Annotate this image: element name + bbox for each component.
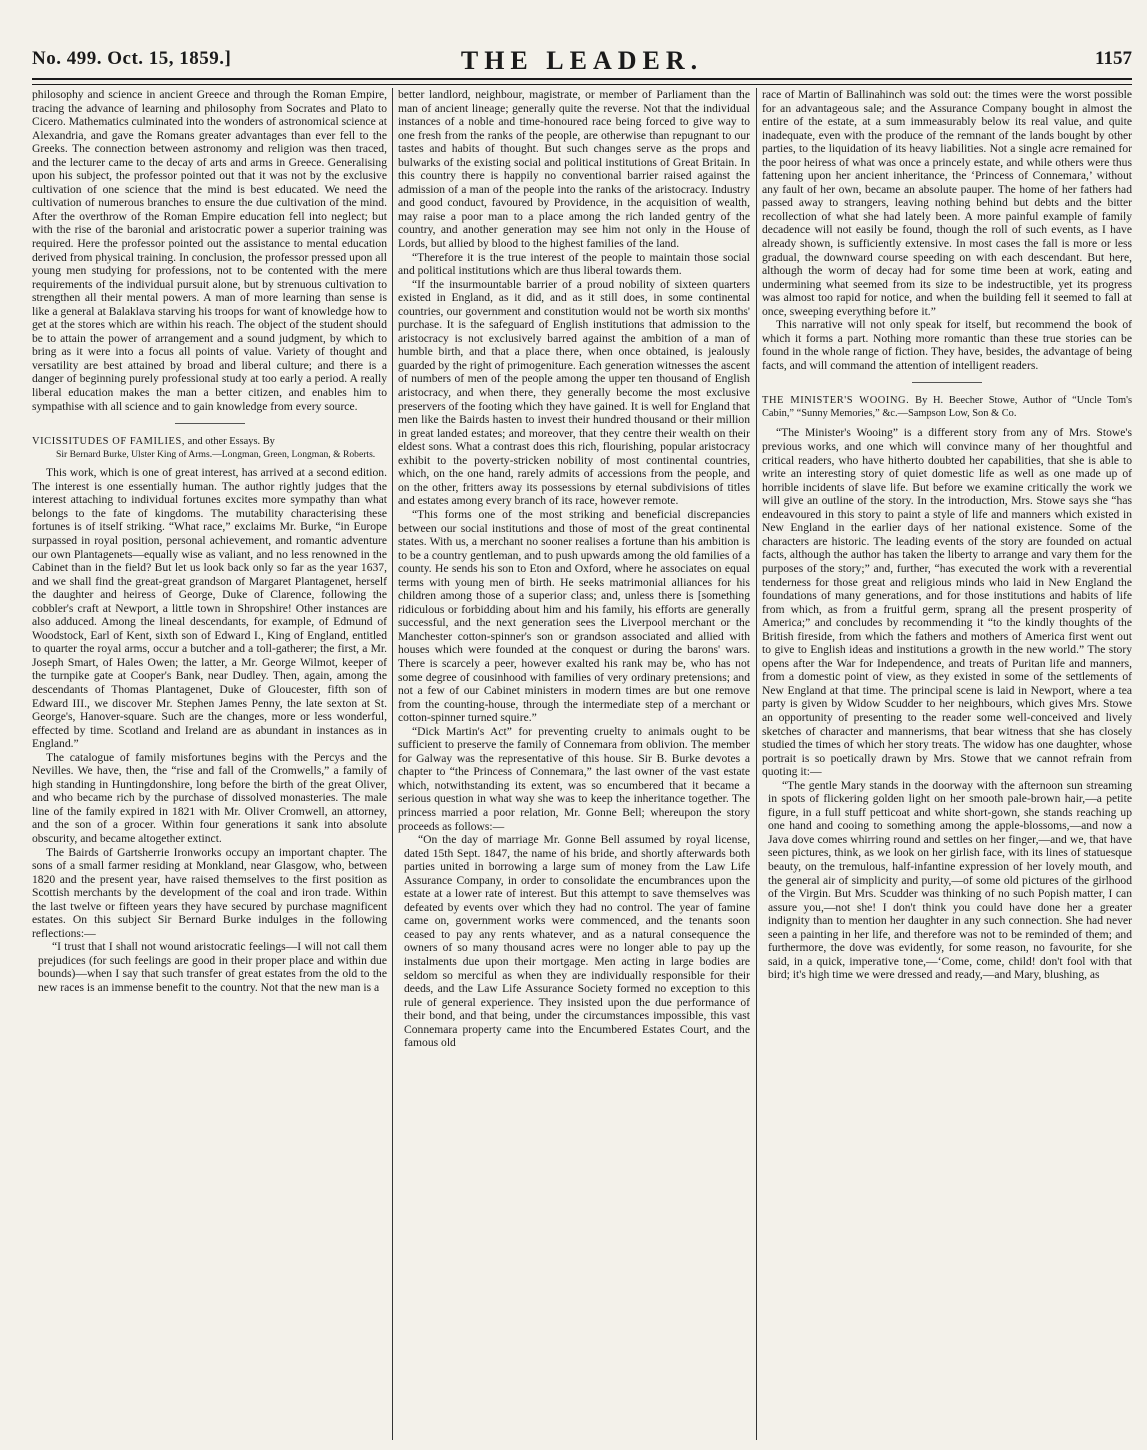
paragraph: This work, which is one of great interest, has arrived at a second edition. The interest is one essentially human. The author rightly judges that the interest attaching to individual fortunes excites more sympathy than what belongs to the fate of kingdoms. The mutability characterising these fortunes is of itself striking. “What race,” exclaims Mr. Burke, “in Europe surpassed in royal position, personal achievement, and romantic adventure our own Plantagenets—equally wise as valiant, and no less renowned in the Cabinet than in the field? But let us look back only so far as the year 1637, and we shall find the great-great grandson of Margaret Plantagenet, herself the daughter and heiress of George, Duke of Clarence, following the cobbler's craft at Newport, a little town in Shropshire! Other instances are also adduced. Among the lineal descendants, for example, of Edmund of Woodstock, Earl of Kent, sixth son of Edward I., King of England, entitled to quarter the royal arms, occur a butcher and a toll-gatherer; the first, a Mr. Joseph Smart, of Hales Owen; the latter, a Mr. George Wilmot, keeper of the turnpike gate at Cooper's Bank, near Dudley. Then, again, among the descendants of Thomas Plantagenet, Duke of Gloucester, fifth son of Edward III., we discover Mr. Stephen James Penny, the late sexton at St. George's, Hanover-square. Such are the changes, more or less wonderful, effected by time. Scotland and Ireland are as abundant in instances as in England.” [32, 466, 387, 751]
review-title-rest: By H. Beecher Stowe, Author of “Uncle Tom's Cabin,” “Sunny Memories,” &c.—Sampson Low, Son & Co. [762, 395, 1132, 419]
quotation: “I trust that I shall not wound aristocratic feelings—I will not call them prejudices (for such feelings are good in their proper place and within due bounds)—when I say that such transfer of great estates from the old to the new races is an immense benefit to the country. Not that the new man is a [38, 940, 387, 994]
column-1 [32, 88, 387, 1440]
review-title: THE MINISTER'S WOOING. [762, 395, 910, 407]
section-rule [175, 423, 245, 424]
paragraph: philosophy and science in ancient Greece and through the Roman Empire, tracing the advance of learning and philosophy from Socrates and Plato to Cicero. Mathematics culminated into the wonders of astronomical science at Alexandria, and gave the Romans greater advantages than ever fell to the Greeks. The connection between astronomy and religion was then traced, and the lecturer came to the decay of arts and arms in Greece. Generalising upon his subject, the professor pointed out that it was not by the exclusive cultivation of one science that the mind is best educated. We need the cultivation of numerous branches to ensure the due cultivation of the mind. After the overthrow of the Roman Empire education fell into neglect; but with the rise of the baronial and aristocratic power a superior training was required. Here the professor pointed out the assistance to mental education derived from physical training. In conclusion, the professor pressed upon all young men studying for professions, not to be contented with the mere requirements of the individual pursuit alone, but by strenuous cultivation to strengthen all their mental powers. A man of more learning than sense is like a general at Balaklava starving his troops for want of knowledge how to get at the stores which are within his reach. The object of the student should be to attain the power of arrangement and a sound judgment, by which to bring as it were into a focus all points of value. Variety of thought and versatility are best attained by broad and liberal culture; and there is a danger of beginning purely professional study at too early a period. A really liberal education makes the man a better citizen, and enables him to sympathise with all science and to gain knowledge from every source. [32, 88, 387, 413]
quotation: “On the day of marriage Mr. Gonne Bell assumed by royal license, dated 15th Sept. 1847, the name of his bride, and shortly afterwards both parties united in borrowing a large sum of money from the Law Life Assurance Company, in order to consolidate the encumbrances upon the estate at a lower rate of interest. But this attempt to save themselves was defeated by events over which they had no control. The year of famine came on, government works were commenced, and the tenants soon ceased to pay any rents whatever, and as a natural consequence the owners of so many thousand acres were no longer able to pay up the instalments due upon their mortgage. Men acting in large bodies are seldom so merciful as when they are individually responsible for their deeds, and the Law Life Assurance Society formed no exception to this rule of general experience. They insisted upon the due performance of their bond, and that being, under the circumstances impossible, this vast Connemara property came into the Encumbered Estates Court, and the famous old [404, 833, 750, 1050]
paragraph: The Bairds of Gartsherrie Ironworks occupy an important chapter. The sons of a small farmer residing at Monkland, near Glasgow, who, between 1820 and the present year, have raised themselves to the first position as Scottish merchants by the development of the coal and iron trade. Within the last twelve or fifteen years they have secured by purchase magnificent estates. On this subject Sir Bernard Burke indulges in the following reflections:— [32, 845, 387, 940]
review-author: Sir Bernard Burke, Ulster King of Arms.—Longman, Green, Longman, & Roberts. [56, 448, 376, 460]
newspaper-title: THE LEADER. [460, 46, 704, 75]
paragraph: The catalogue of family misfortunes begins with the Percys and the Nevilles. We have, then, the “rise and fall of the Cromwells,” a family of high standing in Huntingdonshire, long before the birth of the great Oliver, and who became rich by the purchase of dissolved monasteries. The male line of the family expired in 1821 with Mr. Oliver Cromwell, an attorney, and the son of a grocer. Within four generations it sank into absolute obscurity, and became altogether extinct. [32, 750, 387, 845]
paragraph: “If the insurmountable barrier of a proud nobility of sixteen quarters existed in England, as it did, and as it still does, in some continental countries, our government and constitution would not be worth six months' purchase. It is the safeguard of English institutions that admission to the aristocracy is not exclusively barred against the ambition of a man of humble birth, and that a place there, when once obtained, is jealously guarded by the right of primogeniture. Each generation witnesses the ascent of numbers of men of the people among the upper ten thousand of English aristocracy, and when there, they generally become the most exclusive preservers of the footing which they have gained. It is well for England that men like the Bairds hasten to invest their hundred thousand or their million in great landed estates; and moreover, that they centre their wealth on their eldest sons. What a contrast does this rich, flourishing, popular aristocracy exhibit to the poverty-stricken nobility of most continental countries, which, on the one hand, rarely admits of accessions from the people, and on the other, fritters away its possessions by eternal subdivisions of titles and estates among every branch of its race, however remote. [398, 277, 750, 508]
paragraph: better landlord, neighbour, magistrate, or member of Parliament than the man of ancient lineage; generally quite the reverse. Not that the individual instances of a noble and time-honoured race being forced to give way to one fresh from the ranks of the people, are otherwise than repugnant to our tastes and habits of thought. But such changes serve as the props and bulwarks of the existing social and political institutions of Great Britain. In this country there is happily no conventional barrier raised against the admission of a man of the people into the ranks of the aristocracy. Industry and good conduct, favoured by Providence, in the acquisition of wealth, may raise a poor man to a place among the rich landed gentry of the country, and another generation may see him not only in the House of Lords, but allied by blood to the highest families of the land. [398, 88, 750, 251]
issue-number: No. 499. [32, 48, 102, 69]
column-3 [762, 88, 1132, 1440]
review-heading [32, 436, 387, 449]
issue-date-text: Oct. 15, 1859.] [107, 48, 232, 69]
review-title: VICISSITUDES OF FAMILIES, [32, 436, 186, 448]
paragraph: This narrative will not only speak for itself, but recommend the book of which it forms a part. Nothing more romantic than these true stories can be found in the whole range of fiction. They have, besides, the advantage of being facts, and will command the attention of intelligent readers. [762, 318, 1132, 372]
column-divider [392, 88, 393, 1440]
column-2 [398, 88, 750, 1440]
review-heading [762, 395, 1132, 420]
masthead [32, 48, 1132, 80]
quotation: “The gentle Mary stands in the doorway with the afternoon sun streaming in spots of flickering golden light on her smooth pale-brown hair,—a petite figure, in a full stuff petticoat and white short-gown, she stands reaching up one hand and cooing to something among the apple-blossoms,—and now a Java dove comes whirring round and settles on her finger,—and we, that have seen pictures, think, as we look on her girlish face, with its lines of statuesque beauty, on the tremulous, half-infantine expression of her lovely mouth, and the general air of simplicity and purity,—of some old pictures of the girlhood of the Virgin. But Mrs. Scudder was thinking of no such Popish matter, I can assure you,—not she! I don't think you could have done her a greater indignity than to mention her daughter in any such connection. She had never seen a painting in her life, and therefore was not to be reminded of them; and furthermore, the dove was evidently, for some reason, no favourite, for she said, in a quick, imperative tone,—‘Come, come, child! don't fool with that bird; it's high time we were dressed and ready,—and Mary, blushing, as [768, 778, 1132, 982]
masthead-rule [32, 84, 1132, 85]
paragraph: “Therefore it is the true interest of the people to maintain those social and political institutions which are thus liberal towards them. [398, 250, 750, 278]
column-divider [756, 88, 757, 1440]
paragraph: “This forms one of the most striking and beneficial discrepancies between our social institutions and those of most of the great continental states. With us, a merchant no sooner realises a fortune than his ambition is to be a country gentleman, and to push upwards among the old families of a county. He sends his son to Eton and Oxford, where he associates on equal terms with young men of birth. He seeks matrimonial alliances for his children among those of a superior class; and, unless there is [something ridiculous or forbidding about him and his family, his efforts are generally successful, and the next generation sees the Liverpool merchant or the Manchester cotton-spinner's son or grandson associated and allied with houses which were founded at the conquest or during the barons' wars. There is scarcely a peer, however exalted his rank may be, who has not some degree of cousinhood with families of very ordinary pretensions; and not a few of our Cabinet ministers in modern times are but one remove from the counting-house, through the intermediate step of a merchant or cotton-spinner turned squire.” [398, 507, 750, 725]
section-rule [912, 382, 982, 383]
paragraph: “The Minister's Wooing” is a different story from any of Mrs. Stowe's previous works, and one which will convince many of her thoughtful and critical readers, who have hitherto doubted her capabilities, that she is able to write an interesting story of quiet domestic life as well as one made up of horrible incidents of slave life. But before we examine critically the work we will give an outline of the story. In the introduction, Mrs. Stowe says she “has endeavoured in this story to paint a style of life and manners which existed in New England in the earlier days of her national existence. Some of the characters are historic. The leading events of the story are founded on actual facts, although the author has taken the liberty to arrange and vary them for the purposes of the story;” and, further, “has executed the work with a reverential tenderness for those great and religious minds who laid in New England the foundations of many generations, and for those institutions and habits of life from which, as from a fruitful germ, sprang all the present prosperity of America;” and concludes by recommending it “to the kindly thoughts of the British fireside, from which the fathers and mothers of America first went out to give to English ideas and institutions a growth in the new world.” The story opens after the War for Independence, and treats of Puritan life and manners, from a domestic point of view, as they existed in some of the settlements of New England at that time. The principal scene is laid in Newport, where a tea party is given by Widow Scudder to her neighbours, which gives Mrs. Stowe an opportunity of presenting to the reader some well-conceived and lively sketches of character and mannerisms, that bear witness that she has closely studied the times of which her story treats. The widow has one daughter, whose portrait is so poetically drawn by Mrs. Stowe that we cannot refrain from quoting it:— [762, 426, 1132, 779]
paragraph: race of Martin of Ballinahinch was sold out: the times were the worst possible for an advantageous sale; and the Assurance Company bought in almost the entire of the estate, at a sum immeasurably below its real value, and quite inadequate, even with the produce of the remnant of the lands bought by other parties, to the liquidation of its heavy liabilities. Not a single acre remained for the poor heiress of what was once a princely estate, and while others were thus fattening upon her ancient inheritance, the ‘Princess of Connemara,’ without any fault of her own, became an absolute pauper. The home of her fathers had passed away to strangers, leaving nothing behind but debts and the bitter recollection of what she had lately been. A more painful example of family decadence will not easily be found, though the roll of such events, as I have already shown, is sufficiently extensive. In most cases the fall is more or less gradual, the downward course speeding on with each descendant. But here, although the worm of decay had for some time been at work, eating and undermining what seemed from its size to be indestructible, yet its progress was almost too rapid for notice, and when the building fell it seemed to fall at once, sweeping everything before it.” [762, 88, 1132, 318]
page-number: 1157 [1095, 48, 1132, 69]
paragraph: “Dick Martin's Act” for preventing cruelty to animals ought to be sufficient to preserve the family of Connemara from oblivion. The member for Galway was the representative of this house. Sir B. Burke devotes a chapter to “the Princess of Connemara,” the last owner of the vast estate which, notwithstanding its extent, was so encumbered that it became a serious question in what way she was to keep the inheritance together. The princess married a poor relation, Mr. Gonne Bell; whereupon the story proceeds as follows:— [398, 724, 750, 833]
review-title-rest: and other Essays. By [185, 436, 275, 448]
